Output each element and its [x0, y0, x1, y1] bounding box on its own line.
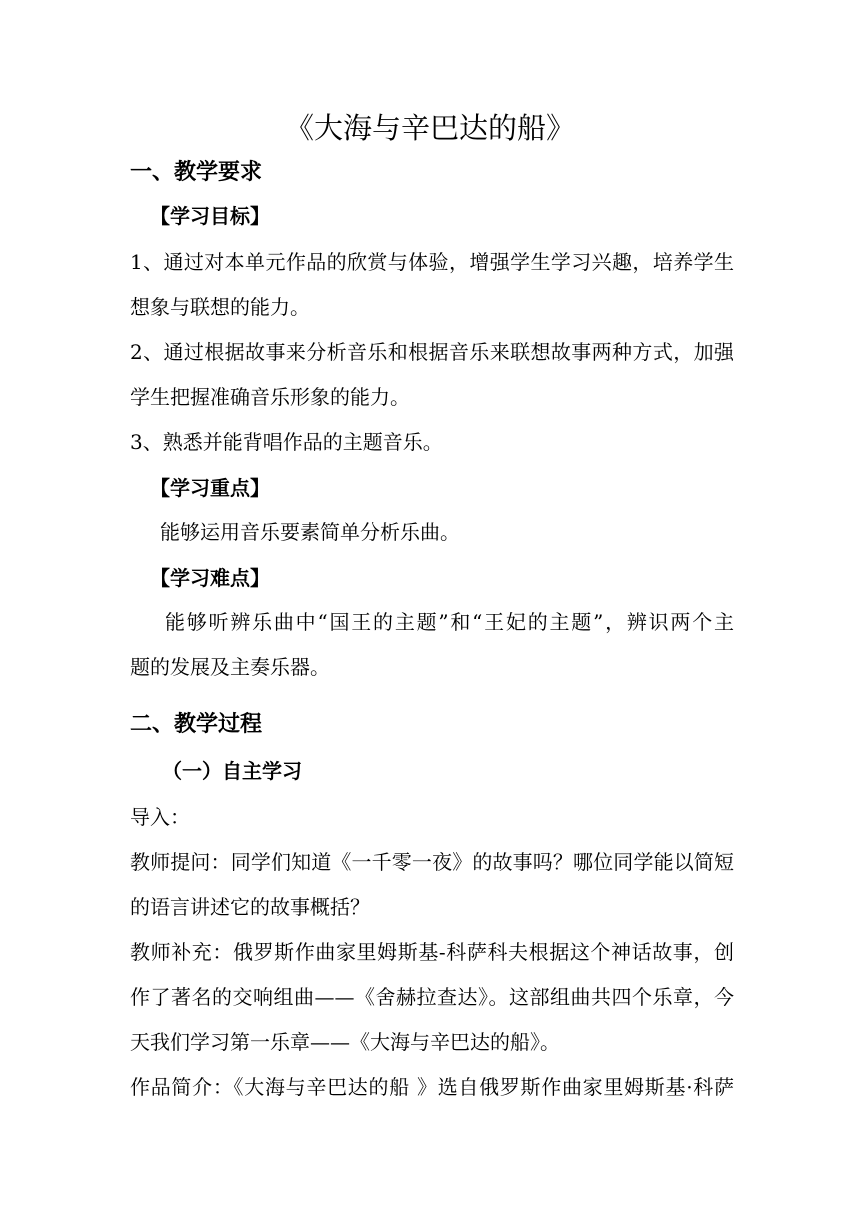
teacher-supplement-line-1: 教师补充：俄罗斯作曲家里姆斯基-科萨科夫根据这个神话故事，创: [130, 940, 734, 964]
label-difficulties: 【学习难点】: [150, 566, 270, 590]
section-heading-process: 二、教学过程: [130, 712, 263, 737]
key-points-text: 能够运用音乐要素简单分析乐曲。: [160, 520, 460, 544]
objective-1-line-2: 想象与联想的能力。: [130, 295, 310, 319]
objective-2-line-1: 2、通过根据故事来分析音乐和根据音乐来联想故事两种方式，加强: [130, 340, 734, 364]
section-heading-requirements: 一、教学要求: [130, 160, 263, 185]
subheading-self-study: （一）自主学习: [162, 759, 302, 783]
objective-2-line-2: 学生把握准确音乐形象的能力。: [130, 385, 410, 409]
work-intro-line-1: 作品简介：《大海与辛巴达的船 》选自俄罗斯作曲家里姆斯基·科萨: [130, 1075, 734, 1099]
teacher-supplement-line-3: 天我们学习第一乐章——《大海与辛巴达的船》。: [130, 1030, 560, 1054]
teacher-question-line-2: 的语言讲述它的故事概括？: [130, 895, 370, 919]
teacher-question-line-1: 教师提问：同学们知道《一千零一夜》的故事吗？哪位同学能以简短: [130, 850, 734, 874]
label-key-points: 【学习重点】: [150, 476, 270, 500]
difficulty-line-1: 能够听辨乐曲中“国王的主题”和“王妃的主题”，辨识两个主: [165, 610, 734, 634]
objective-3: 3、熟悉并能背唱作品的主题音乐。: [130, 430, 443, 454]
difficulty-line-2: 题的发展及主奏乐器。: [130, 655, 330, 679]
label-learning-objectives: 【学习目标】: [150, 204, 270, 228]
objective-1-line-1: 1、通过对本单元作品的欣赏与体验，增强学生学习兴趣，培养学生: [130, 250, 734, 274]
document-title: 《大海与辛巴达的船》: [284, 111, 575, 145]
intro-label: 导入：: [130, 805, 190, 829]
teacher-supplement-line-2: 作了著名的交响组曲——《舍赫拉查达》。这部组曲共四个乐章，今: [130, 985, 734, 1009]
